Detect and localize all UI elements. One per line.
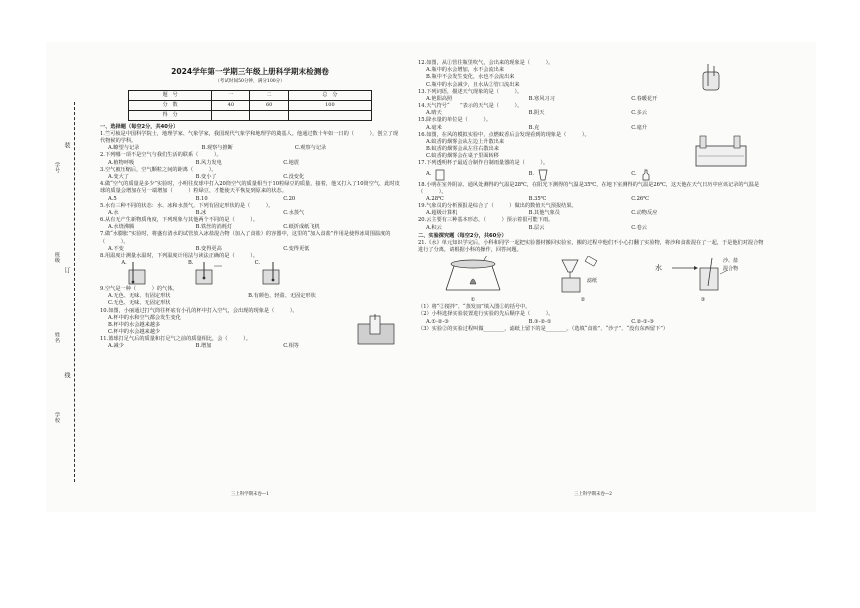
options <box>418 168 768 182</box>
option[interactable]: A.5 <box>108 195 117 202</box>
option[interactable]: A.瞭望与记录 <box>108 145 140 152</box>
option[interactable]: A.无色、无味、有固定形状 <box>108 293 171 300</box>
exam-title: 2024学年第一学期三年级上册科学期末检测卷 <box>171 67 329 76</box>
options <box>418 319 768 326</box>
question-stem: 15.降水量的单位是（ ）。 <box>418 117 492 124</box>
option[interactable]: B.其他气象员 <box>528 210 560 217</box>
binding-margin <box>46 42 96 512</box>
score-header: 总 分 <box>288 90 371 100</box>
option[interactable]: C.观察与记录 <box>294 145 327 152</box>
option[interactable]: A.超级计算机 <box>426 210 458 217</box>
score-header: 二 <box>250 90 288 100</box>
exam-sheet <box>46 42 816 512</box>
section-heading: 一、选择题（每空2分，共40分） <box>100 123 179 130</box>
option[interactable]: B.克 <box>528 124 540 131</box>
question-4 <box>100 181 400 203</box>
option[interactable]: A.晴天 <box>426 110 442 117</box>
option[interactable]: A.①-②-③ <box>426 318 449 325</box>
evaporation-apparatus-icon <box>438 256 508 294</box>
sub-question-1: （1）将“②搅拌”、“蒸发皿”填入图①的括号中。 <box>418 304 531 311</box>
figure-2 <box>543 256 623 302</box>
question-8 <box>100 253 400 286</box>
option[interactable]: A.毫米 <box>426 124 442 131</box>
option[interactable]: C.26℃ <box>631 195 650 202</box>
label-name: 姓名 <box>54 332 60 343</box>
score-cell: 分 数 <box>129 100 212 110</box>
thermometer-option-a[interactable]: A. <box>121 260 161 286</box>
exam-note: （考试时间50分钟，满分100分） <box>215 79 285 85</box>
option[interactable]: C.毫升 <box>631 124 647 131</box>
score-cell: 60 <box>250 100 288 110</box>
cup-icon <box>435 169 445 181</box>
option[interactable]: A.积云 <box>426 224 442 231</box>
question-19 <box>418 203 768 217</box>
option[interactable]: B.增加 <box>195 343 212 350</box>
score-table <box>128 90 372 121</box>
question-stem: 8.用温度计测量水温时，下列温度计用法与读法正确的是（ ）。 <box>100 252 258 259</box>
page-footer: 三上科学期末卷—1 <box>231 491 269 497</box>
thermometer-figures <box>108 260 308 286</box>
option[interactable]: A.植物呼吸 <box>108 159 135 166</box>
question-stem: 13.下列词语，描述天气现象的是（ ）。 <box>418 88 523 95</box>
question-stem: 5.水有三种不同的状态：水、冰和水蒸气，下列有固定形状的是（ ）。 <box>100 202 274 209</box>
option[interactable]: A.减少 <box>108 343 124 350</box>
mixture-label: 沙、盐 <box>723 258 739 265</box>
option[interactable]: C.动物反应 <box>631 210 658 217</box>
question-10 <box>100 308 400 337</box>
question-stem: 11.篮球打足气后的质量和打足气之前的质量相比，会（ ）。 <box>100 336 251 343</box>
thermometer-option-b[interactable]: B. <box>188 260 228 286</box>
question-stem: 10.如图，小丽通过打气筒往杯底有小孔的杯中打入空气，会出现的现象是（ ）。 <box>100 307 298 314</box>
question-15 <box>418 117 768 131</box>
options <box>100 160 400 167</box>
option[interactable]: A.瓶中的水会增加，水不会流出来 <box>426 67 505 74</box>
question-6 <box>100 217 400 231</box>
option[interactable]: C.卷云 <box>631 224 647 231</box>
option[interactable]: B.铁丝的消耗灯 <box>195 224 233 231</box>
option[interactable]: C.变得更低 <box>283 245 310 252</box>
option[interactable]: B.瓶中不会发生变化，水也不会流出来 <box>426 74 515 81</box>
page-footer: 三上科学期末卷—2 <box>574 491 612 497</box>
question-stem: 3.空气被压缩后，空气颗粒之间的距离（ ）。 <box>100 166 217 173</box>
page-2 <box>418 42 768 512</box>
question-12 <box>418 60 768 89</box>
thermometer-beaker-icon <box>121 260 161 286</box>
score-input[interactable] <box>250 110 288 120</box>
score-input[interactable] <box>212 110 250 120</box>
score-input[interactable] <box>288 110 371 120</box>
option[interactable]: B.观察与推断 <box>201 145 233 152</box>
question-1 <box>100 131 400 153</box>
question-7 <box>100 231 400 253</box>
question-11 <box>100 336 400 350</box>
question-16 <box>418 132 768 161</box>
question-stem: 14.天气符号“ ”表示的天气是（ ）。 <box>418 103 523 110</box>
question-14 <box>418 103 768 117</box>
sub-question-3: （3）实验②的实验过程叫做________，滤纸上留下的是________。（选填“食盐”、“沙子”、“没有东西留下”） <box>418 325 669 332</box>
score-cell: 得 分 <box>129 110 212 120</box>
option[interactable]: C.春暖花开 <box>631 95 658 102</box>
option[interactable]: A.变大了 <box>108 174 129 180</box>
question-stem: 4.做“空气的质量是多少”实验时，小明往皮球中打入20筒空气的质量相当于10粒绿豆的质量，接着，他又打入了10筒空气，此时皮球的质量会增加在另一端增加（ ）粒绿豆，才能使天平恢复到原来的状态。 <box>100 181 400 195</box>
question-2 <box>100 152 400 166</box>
question-stem: 12.如图，从①管往瓶里吹气，会出来的现象是（ ）。 <box>418 60 554 66</box>
question-9 <box>100 286 400 308</box>
question-18 <box>418 182 768 204</box>
question-stem: 18.小明在室外阴凉、通风处测得的气温是28℃，在阳光下测得的气温是35℃，在地下室测得的气温是26℃，这天他在天气日历中应该记录的气温是（ ）。 <box>418 181 760 195</box>
option[interactable]: A.杯中的水和空气都会发生变化 <box>108 314 181 321</box>
options <box>100 343 400 350</box>
question-stem: 17.下列透明杯子最适合制作自制雨量器的是（ ）。 <box>418 160 549 167</box>
label-class: 班级 <box>54 252 60 263</box>
figure-1 <box>433 256 513 302</box>
option[interactable]: A.艳阳高照 <box>426 95 453 102</box>
question-stem: 19.气象员的分析预报是综合了（ ）做出的数值天气预报结果。 <box>418 203 577 210</box>
pump-cup-diagram-icon <box>356 314 396 346</box>
options <box>100 300 400 307</box>
question-5 <box>100 203 400 217</box>
option[interactable]: C.纸折成纸飞机 <box>283 224 320 231</box>
option[interactable]: C.蚊香的烟雾会在桌子里面转移 <box>426 153 499 160</box>
option[interactable]: B.③-②-① <box>528 318 552 325</box>
option[interactable]: C.没变化 <box>283 174 305 180</box>
option[interactable]: C.地震 <box>283 159 299 166</box>
bottle-tubes-diagram-icon <box>698 62 724 92</box>
figure-label: ③ <box>700 297 706 304</box>
question-stem: 2.下列哪一项不是空气与我们生活的联系（ ）。 <box>100 152 222 159</box>
option[interactable]: C.相等 <box>283 343 299 350</box>
cup-option-b[interactable]: B. <box>529 168 632 182</box>
options <box>100 246 400 253</box>
score-header: 题 号 <box>129 90 212 100</box>
question-stem: 16.如图，在风的模拟实验中，点燃蚊香后会发现看到的现象是（ ）。 <box>418 131 590 138</box>
question-21-stem: 21.《水》单元知识学完后，小科和同学一起把实验器材搬回实验室，搬的过程中他们不小心打翻了实验物，将沙和食盐混在了一起，于是他们对混合物进行了分离，请根据小科的操作，回答问题。 <box>418 239 764 254</box>
figure-3 <box>653 256 753 302</box>
label-school: 学校 <box>54 412 60 423</box>
option[interactable]: C.杯中的水会越来越少 <box>108 329 161 336</box>
option[interactable]: B.35℃ <box>528 195 547 202</box>
option[interactable]: C.瓶中的水会减少，且水从②管口流出来 <box>426 81 520 88</box>
option[interactable]: B.杯中的水会越来越多 <box>108 321 161 328</box>
option[interactable]: C.②-①-③ <box>631 318 655 325</box>
option[interactable]: C.20 <box>283 195 296 202</box>
option[interactable]: B.冰 <box>195 209 207 216</box>
cut-mark: 装 <box>63 142 70 148</box>
option[interactable]: C.水蒸气 <box>283 209 305 216</box>
option[interactable]: B.有颜色、轻盈、无固定形状 <box>248 293 316 300</box>
water-label: 水 <box>655 264 662 273</box>
label-student-id: 学号 <box>54 162 60 173</box>
options <box>418 96 768 103</box>
option[interactable]: B.阴天 <box>528 110 545 117</box>
thermometer-beaker-icon <box>188 260 228 286</box>
options <box>418 225 768 232</box>
options <box>100 196 400 203</box>
separation-figures <box>418 256 768 302</box>
question-stem: 6.从有无产生新物质角度，下列现象与其他两个不同的是（ ）。 <box>100 217 258 224</box>
cut-line <box>74 102 75 482</box>
figure-label: ② <box>580 297 586 304</box>
mixture-label-2: 混合物 <box>723 266 739 273</box>
bottle-icon <box>641 169 651 181</box>
score-cell: 40 <box>212 100 250 110</box>
cut-mark: 线 <box>63 372 70 378</box>
option[interactable]: B.变得更高 <box>195 245 222 252</box>
cup-option-c[interactable]: C. <box>631 168 734 182</box>
figure-label: ① <box>470 297 476 304</box>
option[interactable]: B.风力发电 <box>195 159 222 166</box>
cup-icon <box>538 169 548 181</box>
filter-paper-label: 滤纸 <box>587 278 598 285</box>
option[interactable]: B.变小了 <box>195 174 217 180</box>
thermometer-option-c[interactable]: C. <box>255 260 295 286</box>
cut-mark: 订 <box>63 267 70 273</box>
score-header: 一 <box>212 90 250 100</box>
filtration-apparatus-icon <box>548 256 618 294</box>
wind-box-diagram-icon <box>694 134 748 168</box>
option[interactable]: B.蚊香的烟雾会从左往右散出来 <box>426 146 499 153</box>
section-heading: 二、实验探究题（每空2分，共60分） <box>418 232 507 239</box>
question-stem: 1.竺可桢是中国科学院士，地理学家、气象学家，我国现代气象学和地理学的奠基人。他通过数十年如一日的（ ），创立了现代物候的学科。 <box>100 130 399 145</box>
option[interactable]: A.蚊香的烟雾会从左边上升散出来 <box>426 138 505 145</box>
option[interactable]: A.水烧沸腾 <box>108 224 135 231</box>
option[interactable]: A.不变 <box>108 245 124 252</box>
options <box>418 125 768 132</box>
question-stem: 9.空气是一种（ ）的气体。 <box>100 286 178 293</box>
question-stem: 20.云主要有三种基本形态，（ ）预示着很可能下雨。 <box>418 217 554 224</box>
option[interactable]: A.28℃ <box>426 195 444 202</box>
option[interactable]: C.多云 <box>631 110 647 117</box>
question-3 <box>100 167 400 181</box>
option[interactable]: A.水 <box>108 209 119 216</box>
options <box>100 210 400 217</box>
option[interactable]: B.10 <box>195 195 208 202</box>
option[interactable]: B.寒风习习 <box>528 95 555 102</box>
cup-option-a[interactable]: A. <box>426 168 529 182</box>
sub-question-2: （2）小科选择实验装置进行实验的先后顺序是（ ）。 <box>418 311 554 318</box>
thermometer-beaker-icon <box>255 260 295 286</box>
page-1 <box>100 42 400 512</box>
option[interactable]: C.无色、无味、无固定形状 <box>108 300 171 307</box>
option[interactable]: B.层云 <box>528 224 545 231</box>
score-cell: 100 <box>288 100 371 110</box>
question-20 <box>418 217 768 231</box>
question-stem: 7.做“水膨胀”实验时，将盛有清水的试管放入冰盐混合物（加入了食盐）的容器中，这里的“加入食盐”作用是使得冰周围温度的（ ）。 <box>100 231 391 245</box>
